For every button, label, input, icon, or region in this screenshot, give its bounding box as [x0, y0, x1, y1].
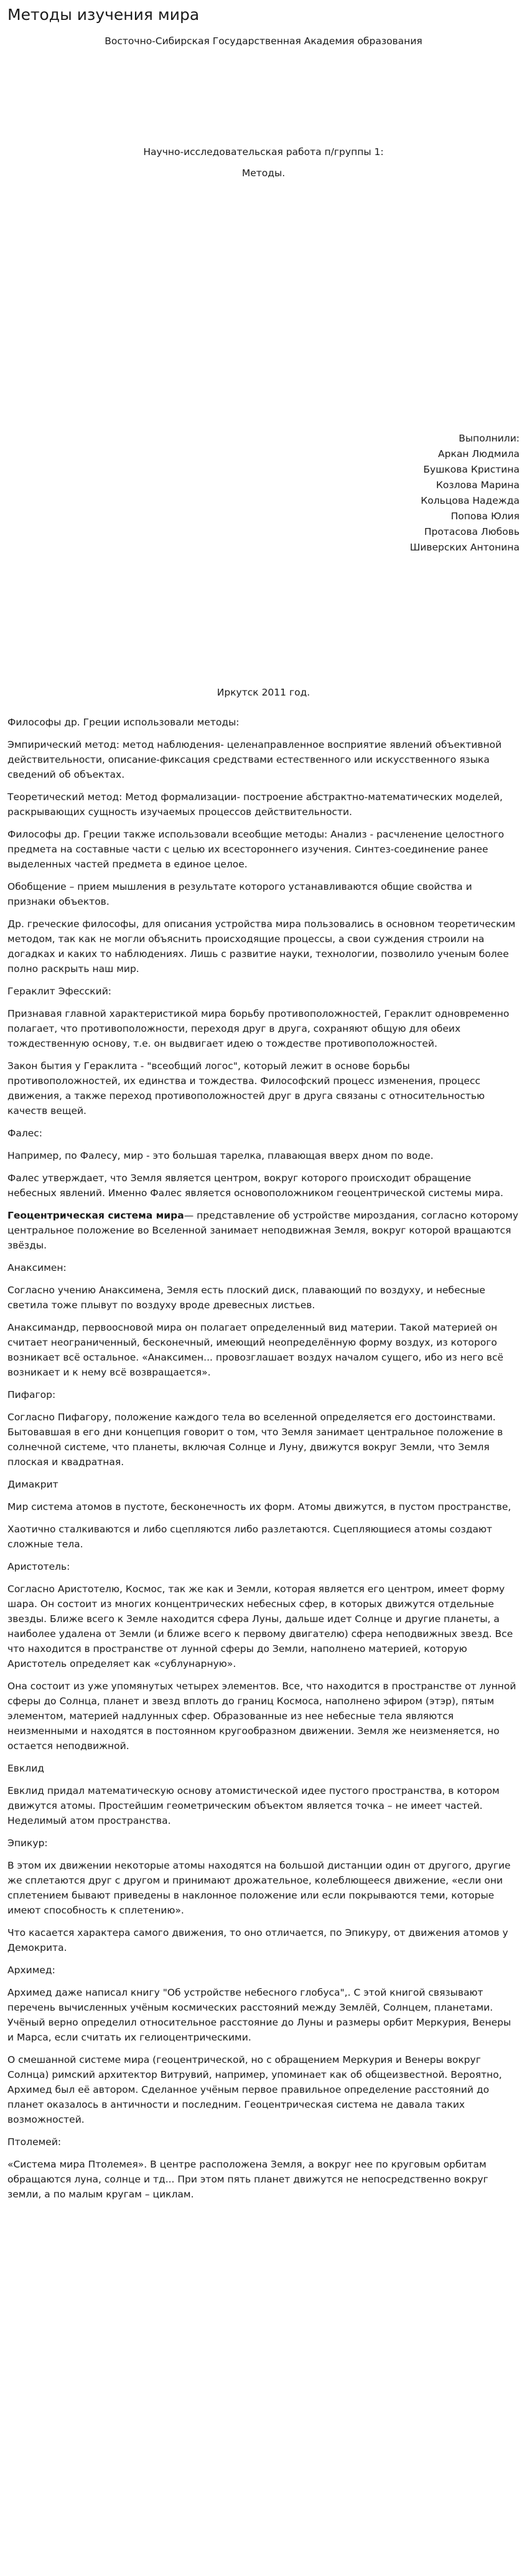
body-paragraph [7, 1582, 520, 1671]
paragraph-text: Философы др. Греции использовали методы: [7, 717, 240, 728]
body-paragraph [7, 1148, 520, 1163]
body-paragraph [7, 1320, 520, 1380]
body-paragraph [7, 1387, 520, 1402]
paragraph-text: Согласно Пифагору, положение каждого тела во вселенной определяется его достоинствами. Бытовавшая в его дни концепция говорит о том, что Земля занимает центральное положение в солнечной системе, что планеты, включая Солнце и Луну, движутся вокруг Земли, что Земля плоская и квадратная. [7, 1412, 503, 1468]
paragraph-text: Согласно учению Анаксимена, Земля есть плоский диск, плавающий по воздуху, и небесные светила тоже плывут по воздуху вроде древесных листьев. [7, 1285, 485, 1311]
body-paragraph [7, 1410, 520, 1470]
body-paragraph [7, 715, 520, 730]
paragraph-text: О смешанной системе мира (геоцентрической, но с обращением Меркурия и Венеры вокруг Солнца) римский архитектор Витрувий, например, упоминает как об общеизвестной. Вероятно, Архимед был её автором. Сделанное учёным первое правильное определение расстояний до планет оказалось в античности и последним. Геоцентрическая система не давала таких возможностей. [7, 2054, 502, 2125]
paragraph-text: В этом их движении некоторые атомы находятся на большой дистанции один от другого, другие же сплетаются друг с другом и принимают дрожательное, колеблющееся движение, «если они сплетением бывают приведены в наклонное положение или если покрываются теми, которые имеют способность к сплетению». [7, 1860, 511, 1916]
paragraph-text: Димакрит [7, 1479, 58, 1490]
document-title: Методы изучения мира [7, 6, 200, 24]
authors-block [7, 431, 520, 555]
author-name: Попова Юлия [450, 511, 520, 522]
spacer [7, 181, 520, 431]
body-paragraph [7, 1260, 520, 1275]
body-paragraph [7, 1963, 520, 1978]
author-name: Кольцова Надежда [421, 495, 520, 506]
paragraph-text: Архимед: [7, 1965, 55, 1976]
body-paragraph [7, 2135, 520, 2149]
body-paragraph [7, 1499, 520, 1514]
spacer [7, 49, 520, 144]
paragraph-lead-term: Геоцентрическая система мира [7, 1210, 184, 1221]
body-paragraph [7, 1208, 520, 1253]
paragraph-text: Мир система атомов в пустоте, бесконечность их форм. Атомы движутся, в пустом пространстве, [7, 1501, 511, 1512]
paragraph-text: Евклид придал математическую основу атомистической идее пустого пространства, в котором движутся атомы. Простейшим геометрическим объектом является точка – не имеет частей. Неделимый атом пространства. [7, 1785, 500, 1826]
paragraph-text: Согласно Аристотелю, Космос, так же как и Земли, которая является его центром, имеет форму шара. Он состоит из многих концентрических небесных сфер, в которых движутся отдельные звезды. Ближе всего к Земле находится сфера Луны, дальше идет Солнце и другие планеты, а наиболее удалена от Земли (и ближе всего к первому двигателю) сфера неподвижных звезд. Все что находится в пространстве от лунной сферы до Земли, наполнено материей, которую Аристотель определяет как «сублунарную». [7, 1583, 513, 1669]
work-subtitle: Методы. [241, 167, 286, 179]
paragraph-text: Обобщение – прием мышления в результате которого устанавливаются общие свойства и признаки объектов. [7, 881, 472, 907]
paragraph-text: Фалес: [7, 1128, 43, 1139]
body-paragraph [7, 2052, 520, 2127]
body-paragraph [7, 1985, 520, 2045]
body-paragraph [7, 879, 520, 909]
document-body [7, 715, 520, 2202]
body-paragraph [7, 1761, 520, 1776]
paragraph-text: Она состоит из уже упомянутых четырех элементов. Все, что находится в пространстве от лунной сферы до Солнца, планет и звезд вплоть до границ Космоса, наполнено эфиром (этэр), пятым элементом, материей надлунных сфер. Образованные из нее небесные тела являются неизменными и находятся в постоянном кругообразном движении. Земля же неизменяется, но остается неподвижной. [7, 1681, 516, 1752]
body-paragraph [7, 737, 520, 782]
body-paragraph [7, 984, 520, 999]
body-paragraph [7, 1783, 520, 1828]
paragraph-text: Философы др. Греции также использовали всеобщие методы: Анализ - расчленение целостного предмета на составные части с целью их всестороннего изучения. Синтез-соединение ранее выделенных частей предмета в единое целое. [7, 829, 505, 870]
paragraph-text: Что касается характера самого движения, то оно отличается, по Эпикуру, от движения атомов у Демокрита. [7, 1927, 508, 1953]
body-paragraph [7, 1059, 520, 1118]
paragraph-text: Анаксимандр, первоосновой мира он полагает определенный вид материи. Такой материей он считает неограниченный, бесконечный, имеющий неопределённую форму воздух, из которого возникает всё остальное. «Анаксимен... провозглашает воздух началом сущего, ибо из него всё возникает и к нему всё возвращается». [7, 1322, 504, 1378]
body-paragraph [7, 1283, 520, 1313]
paragraph-text: Признавая главной характеристикой мира борьбу противоположностей, Гераклит одновременно полагает, что противоположности, переходя друг в друга, сохраняют общую для обеих тождественную основу, т.е. он выдвигает идею о тождестве противоположностей. [7, 1008, 510, 1049]
body-paragraph [7, 2157, 520, 2202]
paragraph-text: Птолемей: [7, 2136, 62, 2148]
body-paragraph [7, 1858, 520, 1918]
body-paragraph [7, 1679, 520, 1753]
body-paragraph [7, 1559, 520, 1574]
city-year: Иркутск 2011 год. [217, 687, 310, 698]
paragraph-text: Анаксимен: [7, 1262, 67, 1273]
paragraph-text: Гераклит Эфесский: [7, 986, 112, 997]
body-paragraph [7, 827, 520, 872]
paragraph-text: «Система мира Птолемея». В центре расположена Земля, а вокруг нее по круговым орбитам обращаются луна, солнце и тд... При этом пять планет движутся не непосредственно вокруг земли, а по малым кругам – циклам. [7, 2159, 488, 2200]
paragraph-text: Архимед даже написал книгу "Об устройстве небесного глобуса",. С этой книгой связывают перечень вычисленных учёным космических расстояний между Землёй, Солнцем, планетами. Учёный верно определил относительное расстояние до Луны и размеры орбит Меркурия, Венеры и Марса, если считать их гелиоцентрическими. [7, 1987, 511, 2043]
body-paragraph [7, 1477, 520, 1492]
body-paragraph [7, 1171, 520, 1201]
body-paragraph [7, 917, 520, 976]
paragraph-text: Евклид [7, 1763, 44, 1774]
paragraph-text: Закон бытия у Гераклита - "всеобщий логос", который лежит в основе борьбы противоположностей, их единства и тождества. Философский процесс изменения, процесс движения, а также переход противоположностей друг в друга связаны с относительностью качеств вещей. [7, 1060, 485, 1116]
work-title: Научно-исследовательская работа п/группы 1: [143, 146, 384, 158]
body-paragraph [7, 1522, 520, 1552]
paragraph-text: Аристотель: [7, 1561, 70, 1572]
paragraph-text: Теоретический метод: Метод формализации- построение абстрактно-математических моделей, раскрывающих сущность изучаемых процессов действительности. [7, 791, 503, 818]
authors-heading: Выполнили: [459, 433, 520, 444]
author-name: Аркан Людмила [438, 448, 520, 460]
body-paragraph [7, 790, 520, 819]
body-paragraph [7, 1006, 520, 1051]
author-name: Козлова Марина [436, 479, 520, 491]
author-name: Шиверских Антонина [409, 542, 520, 553]
paragraph-text: Фалес утверждает, что Земля является центром, вокруг которого происходит обращение небесных явлений. Именно Фалес является основоположником геоцентрической системы мира. [7, 1172, 503, 1199]
body-paragraph [7, 1126, 520, 1141]
paragraph-text: Хаотично сталкиваются и либо сцепляются либо разлетаются. Сцепляющиеся атомы создают сложные тела. [7, 1524, 493, 1550]
author-name: Бушкова Кристина [423, 464, 520, 475]
author-name: Протасова Любовь [424, 526, 520, 537]
paragraph-text: — представление об устройстве мироздания, согласно которому центральное положение во Вселенной занимает неподвижная Земля, вокруг которой вращаются звёзды. [7, 1210, 518, 1251]
paragraph-text: Др. греческие философы, для описания устройства мира пользовались в основном теоретическим методом, так как не могли объяснить происходящие процессы, а свои суждения строили на догадках и каких то наблюдениях. Лишь с развитие науки, технологии, позволило ученым более полно раскрыть наш мир. [7, 918, 516, 974]
body-paragraph [7, 1836, 520, 1851]
paragraph-text: Эмпирический метод: метод наблюдения- целенаправленное восприятие явлений объективной действительности, описание-фиксация средствами естественного или искусственного языка сведений об объектах. [7, 739, 502, 780]
paragraph-text: Пифагор: [7, 1389, 56, 1400]
paragraph-text: Эпикур: [7, 1838, 48, 1849]
spacer [7, 555, 520, 685]
institution-name: Восточно-Сибирская Государственная Академия образования [105, 35, 422, 47]
paragraph-text: Например, по Фалесу, мир - это большая тарелка, плавающая вверх дном по воде. [7, 1150, 434, 1161]
body-paragraph [7, 1925, 520, 1955]
